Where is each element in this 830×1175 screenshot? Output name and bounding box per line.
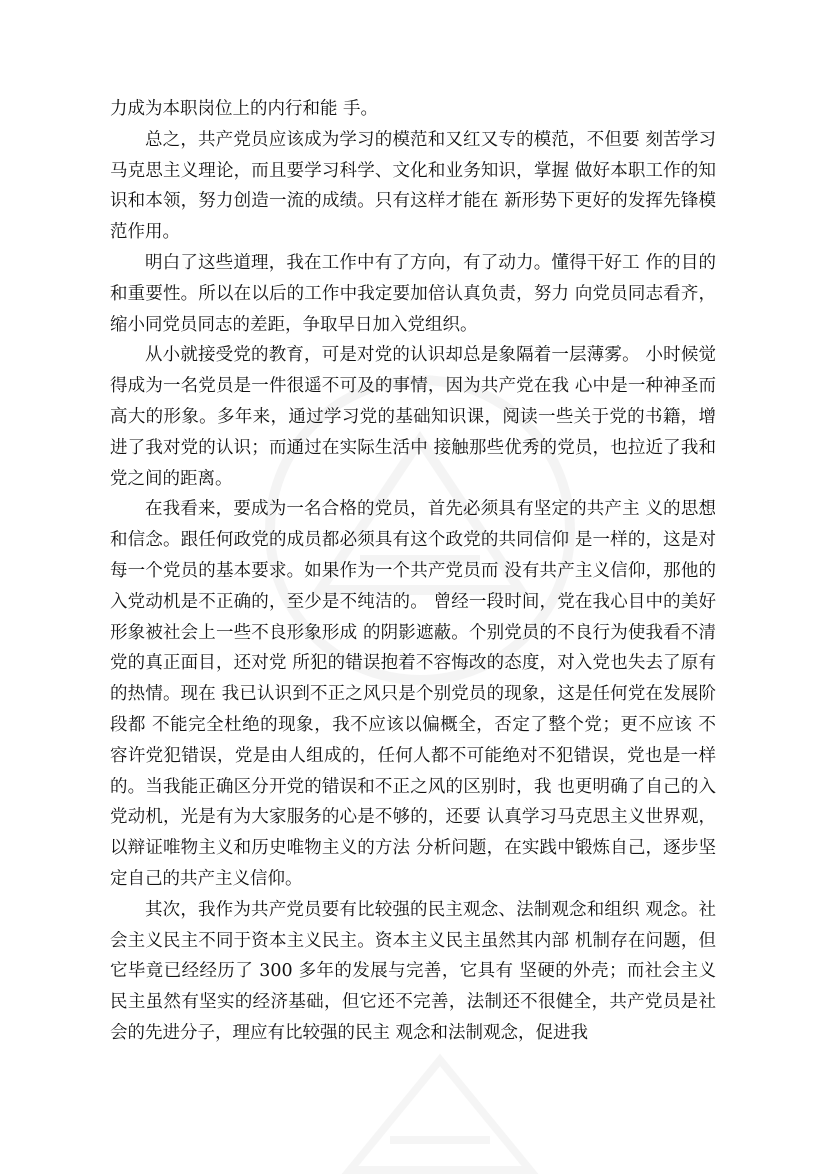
paragraph: 其次，我作为共产党员要有比较强的民主观念、法制观念和组织 观念。社会主义民主不同于资本主义民主。资本主义民主虽然其内部 机制存在问题，但它毕竟已经经历了 300 多年的发展与完善，它具有 坚硬的外壳；而社会主义民主虽然有坚实的经济基础，但它还不完善，法制还不很健全，共产党员是社会的先进分子，理应有比较强的民主 观念和法制观念，促进我: [110, 899, 716, 1043]
paragraph: 力成为本职岗位上的内行和能 手。: [110, 99, 379, 119]
paragraph: 从小就接受党的教育，可是对党的认识却总是象隔着一层薄雾。 小时候觉得成为一名党员是一件很遥不可及的事情，因为共产党在我 心中是一种神圣而高大的形象。多年来，通过学习党的基础知识课，阅读一些关于党的书籍，增进了我对党的认识；而通过在实际生活中 接触那些优秀的党员，也拉近了我和党之间的距离。: [110, 345, 716, 489]
document-body: [110, 94, 716, 1049]
watermark-bottom-icon: [330, 1040, 550, 1175]
paragraph: 明白了这些道理，我在工作中有了方向，有了动力。懂得干好工 作的目的和重要性。所以在以后的工作中我定要加倍认真负责，努力 向党员同志看齐，缩小同党员同志的差距，争取早日加入党组织。: [110, 252, 716, 335]
paragraph: 总之，共产党员应该成为学习的模范和又红又专的模范，不但要 刻苦学习马克思主义理论，而且要学习科学、文化和业务知识，掌握 做好本职工作的知识和本领，努力创造一流的成绩。只有这样才能在 新形势下更好的发挥先锋模范作用。: [110, 129, 716, 243]
paragraph: 在我看来，要成为一名合格的党员，首先必须具有坚定的共产主 义的思想和信念。跟任何政党的成员都必须具有这个政党的共同信仰 是一样的，这是对每一个党员的基本要求。如果作为一个共产党员而 没有共产主义信仰，那他的入党动机是不正确的，至少是不纯洁的。 曾经一段时间，党在我心目中的美好形象被社会上一些不良形象形成 的阴影遮蔽。个别党员的不良行为使我看不清党的真正面目，还对党 所犯的错误抱着不容悔改的态度，对入党也失去了原有的热情。现在 我已认识到不正之风只是个别党员的现象，这是任何党在发展阶段都 不能完全杜绝的现象，我不应该以偏概全，否定了整个党；更不应该 不容许党犯错误，党是由人组成的，任何人都不可能绝对不犯错误，党也是一样的。当我能正确区分开党的错误和不正之风的区别时，我 也更明确了自己的入党动机，光是有为大家服务的心是不够的，还要 认真学习马克思主义世界观，以辩证唯物主义和历史唯物主义的方法 分析问题，在实践中锻炼自己，逐步坚定自己的共产主义信仰。: [110, 499, 716, 889]
